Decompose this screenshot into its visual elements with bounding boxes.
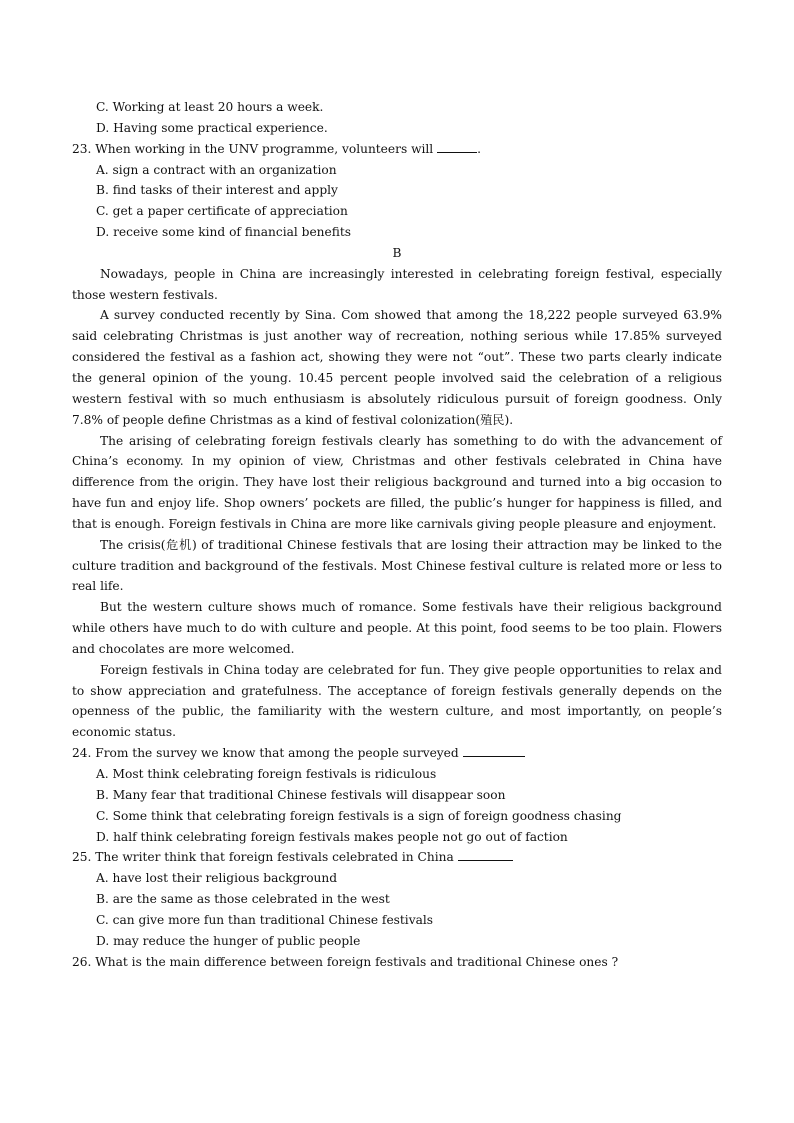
q25-option-a: A. have lost their religious background [96,871,338,886]
q24-option-d: D. half think celebrating foreign festivals makes people not go out of faction [96,829,568,844]
q24-option-c: C. Some think that celebrating foreign festivals is a sign of foreign goodness chasing [96,808,622,823]
q23-stem-text: 23. When working in the UNV programme, volunteers will [72,141,434,156]
q25-option-d: D. may reduce the hunger of public people [96,933,361,948]
q23-option-c: C. get a paper certificate of appreciation [96,204,348,219]
answer-blank [463,744,525,757]
q23-option-a: A. sign a contract with an organization [96,162,337,177]
passage-paragraph-4: The crisis(危机) of traditional Chinese festivals that are losing their attraction may be linked to the culture tradition and background of the festivals. Most Chinese festival culture is related more or less to real life. [72,537,722,594]
passage-paragraph-3: The arising of celebrating foreign festivals clearly has something to do with the advancement of China’s economy. In my opinion of view, Christmas and other festivals celebrated in China have difference from the origin. They have lost their religious background and turned into a big occasion to have fun and enjoy life. Shop owners’ pockets are filled, the public’s hunger for happiness is filled, and that is enough. Foreign festivals in China are more like carnivals giving people pleasure and enjoyment. [72,433,722,531]
q24-stem-text: 24. From the survey we know that among the people surveyed [72,746,459,761]
answer-blank [437,140,477,153]
q22-option-d: D. Having some practical experience. [96,120,328,135]
q25-stem-text: 25. The writer think that foreign festivals celebrated in China [72,850,454,865]
q24-option-a: A. Most think celebrating foreign festivals is ridiculous [96,767,437,781]
passage-paragraph-5: But the western culture shows much of romance. Some festivals have their religious background while others have much to do with culture and people. At this point, food seems to be too plain. Flowers and chocolates are more welcomed. [72,600,722,656]
passage-paragraph-2: A survey conducted recently by Sina. Com showed that among the 18,222 people surveyed 63.9% said celebrating Christmas is just another way of recreation, nothing serious while 17.85% surveyed considered the festival as a fashion act, showing they were not “out”. These two parts clearly indicate the general opinion of the young. 10.45 percent people involved said the celebration of a religious western festival with so much enthusiasm is absolutely ridiculous pursuit of foreign goodness. Only 7.8% of people define Christmas as a kind of festival colonization(殖民). [72,308,722,427]
q25-option-c: C. can give more fun than traditional Chinese festivals [96,912,434,927]
q23-stem [72,139,722,160]
answer-blank [458,848,513,861]
passage-paragraph-6: Foreign festivals in China today are celebrated for fun. They give people opportunities to relax and to show appreciation and gratefulness. The acceptance of foreign festivals generally depends on the openness of the public, the familiarity with the western culture, and most importantly, on people’s economic status. [72,662,722,740]
passage-label: B [392,245,402,260]
page-content [72,97,722,972]
passage-paragraph-1: Nowadays, people in China are increasingly interested in celebrating foreign festival, especially those western festivals. [72,266,722,302]
q23-option-b: B. find tasks of their interest and apply [96,183,338,198]
q23-stem-end: . [477,141,481,156]
q24-option-b: B. Many fear that traditional Chinese festivals will disappear soon [96,787,506,802]
q22-option-c: C. Working at least 20 hours a week. [96,100,324,114]
q26-stem: 26. What is the main difference between foreign festivals and traditional Chinese ones ? [72,954,619,969]
q24-stem [72,743,722,764]
q23-option-d: D. receive some kind of financial benefits [96,225,352,240]
q25-stem [72,847,722,868]
q25-option-b: B. are the same as those celebrated in the west [96,892,390,907]
